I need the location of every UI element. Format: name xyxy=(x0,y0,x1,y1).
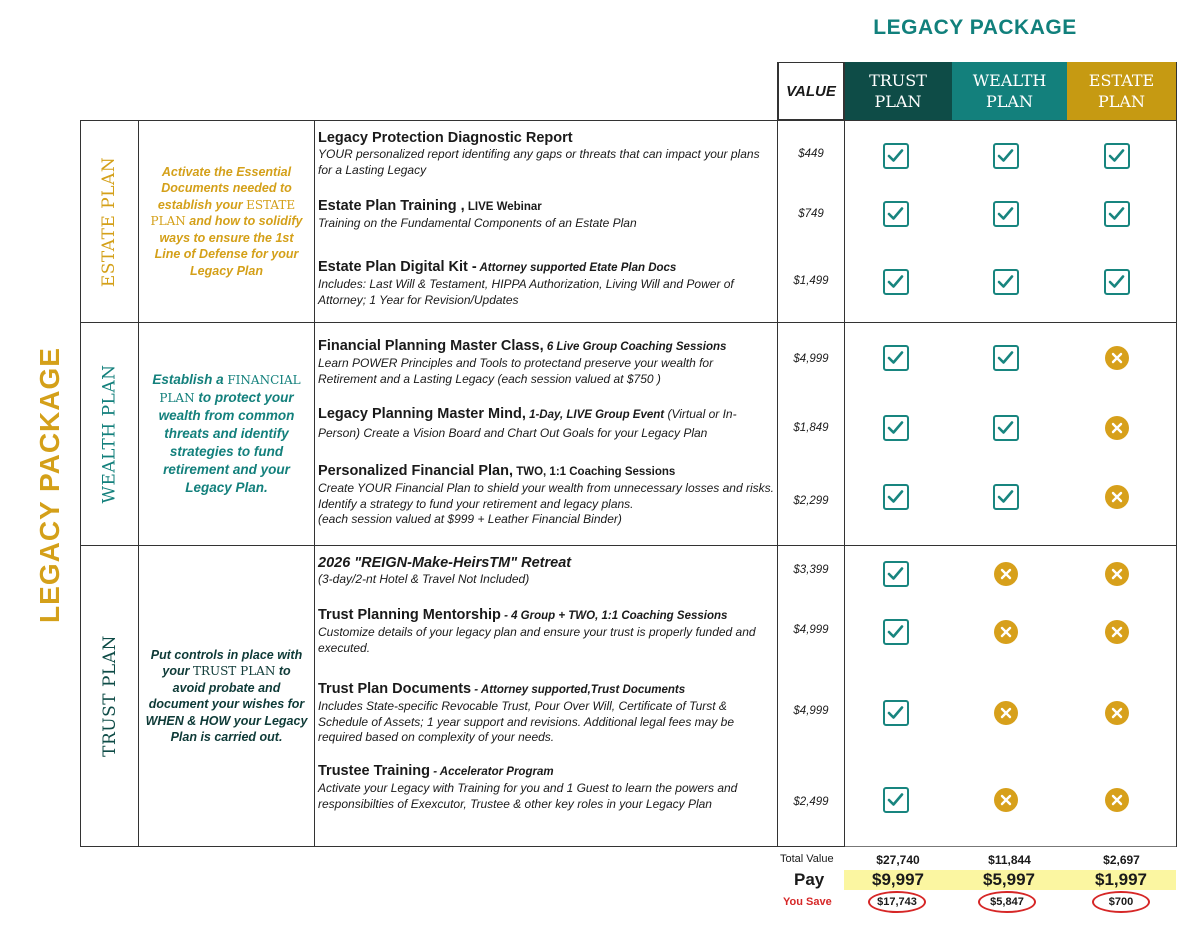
value-cell: $2,499 xyxy=(793,796,829,808)
pay-wealth: $5,997 xyxy=(983,870,1035,889)
checkmark-icon xyxy=(993,201,1019,227)
excluded-icon xyxy=(994,788,1018,812)
checkmark-icon xyxy=(883,619,909,645)
excluded-icon xyxy=(1105,788,1129,812)
value-column-header: VALUE xyxy=(778,62,844,120)
excluded-icon xyxy=(1105,485,1129,509)
feature-estate-training: Estate Plan Training , LIVE Webinar Training on the Fundamental Components of an Estate Plan xyxy=(318,198,637,230)
excluded-icon xyxy=(994,620,1018,644)
feature-personal-financial-plan: Personalized Financial Plan, TWO, 1:1 Coaching Sessions Create YOUR Financial Plan to shield your wealth from unnecessary losses and risks. Identify a strategy to fund your retirement and legacy plans. (each session valued at $999 + Leather Financial Binder) xyxy=(318,463,774,526)
total-value-trust: $27,740 xyxy=(876,853,920,867)
checkmark-icon xyxy=(1104,201,1130,227)
excluded-icon xyxy=(994,701,1018,725)
section-desc-wealth: Establish a FINANCIAL PLAN to protect your wealth from common threats and identify strategies to fund retirement and your Legacy Plan. xyxy=(152,372,301,495)
excluded-icon xyxy=(1105,416,1129,440)
pay-estate: $1,997 xyxy=(1095,870,1147,889)
trust-plan-header: TRUST PLAN xyxy=(844,62,952,120)
checkmark-icon xyxy=(883,345,909,371)
checkmark-icon xyxy=(883,484,909,510)
section-label-trust: TRUST PLAN xyxy=(99,635,120,757)
feature-estate-digital-kit: Estate Plan Digital Kit - Attorney supported Etate Plan Docs Includes: Last Will & Testament, HIPPA Authorization, Living Will and Power of Attorney; 1 Year for Revision/Updates xyxy=(318,259,734,307)
feature-master-mind: Legacy Planning Master Mind, 1-Day, LIVE Group Event (Virtual or In-Person) Create a Vision Board and Chart Out Goals for your Legacy Plan xyxy=(318,406,737,440)
value-cell: $4,999 xyxy=(793,353,829,365)
checkmark-icon xyxy=(993,345,1019,371)
value-cell: $4,999 xyxy=(793,705,829,717)
feature-financial-master-class: Financial Planning Master Class, 6 Live Group Coaching Sessions Learn POWER Principles and Tools to protectand preserve your wealth for Retirement and a Lasting Legacy (each session valued at $750 ) xyxy=(318,338,727,386)
save-trust: $17,743 xyxy=(868,891,926,913)
pay-trust: $9,997 xyxy=(872,870,924,889)
checkmark-icon xyxy=(883,143,909,169)
side-title: LEGACY PACKAGE xyxy=(34,347,66,623)
checkmark-icon xyxy=(883,269,909,295)
checkmark-icon xyxy=(993,269,1019,295)
excluded-icon xyxy=(1105,620,1129,644)
checkmark-icon xyxy=(993,143,1019,169)
checkmark-icon xyxy=(993,484,1019,510)
value-cell: $2,299 xyxy=(793,495,829,507)
feature-trustee-training: Trustee Training - Accelerator Program Activate your Legacy with Training for you and 1 Guest to learn the powers and responsibilties of Exexcutor, Trustee & other key roles in your Legacy Plan xyxy=(318,763,738,811)
value-cell: $449 xyxy=(798,148,824,160)
save-estate: $700 xyxy=(1092,891,1150,913)
value-cell: $1,849 xyxy=(793,422,829,434)
excluded-icon xyxy=(1105,701,1129,725)
excluded-icon xyxy=(1105,562,1129,586)
feature-retreat: 2026 "REIGN-Make-HeirsTM" Retreat (3-day/2-nt Hotel & Travel Not Included) xyxy=(318,555,572,586)
excluded-icon xyxy=(1105,346,1129,370)
checkmark-icon xyxy=(1104,269,1130,295)
section-desc-trust: Put controls in place with your TRUST PLAN to avoid probate and document your wishes for WHEN & HOW your Legacy Plan is carried out. xyxy=(145,647,308,744)
section-desc-estate: Activate the Essential Documents needed to establish your ESTATE PLAN and how to solidify ways to ensure the 1st Line of Defense for your Legacy Plan xyxy=(150,164,303,278)
checkmark-icon xyxy=(993,415,1019,441)
total-value-estate: $2,697 xyxy=(1103,853,1140,867)
section-label-wealth: WEALTH PLAN xyxy=(99,364,120,504)
feature-trust-mentorship: Trust Planning Mentorship - 4 Group + TWO, 1:1 Coaching Sessions Customize details of your legacy plan and ensure your trust is properly funded and executed. xyxy=(318,607,756,655)
total-value-wealth: $11,844 xyxy=(988,853,1031,867)
total-value-label: Total Value xyxy=(780,853,834,865)
value-cell: $3,399 xyxy=(793,564,829,576)
pay-label: Pay xyxy=(794,870,825,889)
package-title: LEGACY PACKAGE xyxy=(873,16,1077,39)
feature-diagnostic-report: Legacy Protection Diagnostic Report YOUR personalized report identifing any gaps or threats that can impact your plans for a Lasting Legacy xyxy=(318,130,760,177)
section-label-estate: ESTATE PLAN xyxy=(99,156,120,287)
excluded-icon xyxy=(994,562,1018,586)
value-cell: $1,499 xyxy=(793,275,829,287)
you-save-label: You Save xyxy=(783,896,832,908)
save-wealth: $5,847 xyxy=(978,891,1036,913)
checkmark-icon xyxy=(883,787,909,813)
feature-trust-documents: Trust Plan Documents - Attorney supported,Trust Documents Includes State-specific Revocable Trust, Pour Over Will, Certificate of Turst & Schedule of Assets; 1 year support and revisions. Additional legal fees may be required based on complexity of your needs. xyxy=(318,681,735,744)
checkmark-icon xyxy=(883,415,909,441)
checkmark-icon xyxy=(883,561,909,587)
value-cell: $4,999 xyxy=(793,624,829,636)
checkmark-icon xyxy=(1104,143,1130,169)
estate-plan-header: ESTATE PLAN xyxy=(1067,62,1176,120)
checkmark-icon xyxy=(883,700,909,726)
wealth-plan-header: WEALTH PLAN xyxy=(952,62,1067,120)
checkmark-icon xyxy=(883,201,909,227)
value-cell: $749 xyxy=(798,208,824,220)
